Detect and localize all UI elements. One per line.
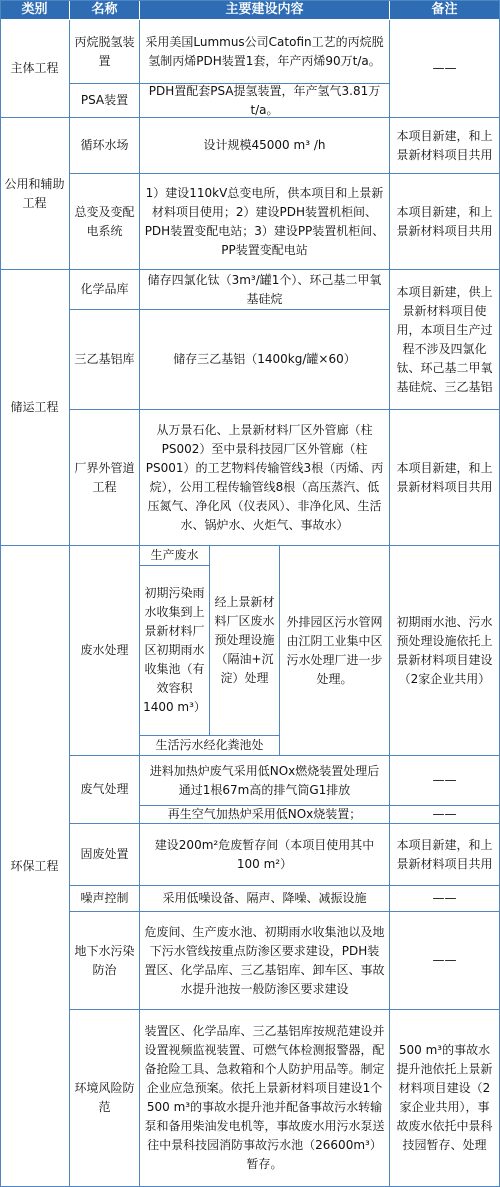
content-pipeline: 从万景石化、上景新材料厂区外管廊（柱PS002）至中景科技园厂区外管廊（柱PS001）的工艺物料传输管线3根（丙烯、丙烷），公用工程传输管线8根（高压蒸汽、低压氮气、净化风（仪表风）、非净化风、生活水、锅炉水、火炬气、事故水） [140, 410, 390, 546]
name-teal: 三乙基铝库 [70, 310, 140, 410]
content-regen-heater: 再生空气加热炉采用低NOx烧装置； [140, 806, 390, 824]
name-risk: 环境风险防范 [70, 1010, 140, 1187]
content-psa: PDH置配套PSA提氢装置，年产氢气3.81万t/a。 [140, 84, 390, 118]
note-main: —— [390, 20, 500, 118]
content-waste-gas: 进料加热炉废气采用低NOx燃烧装置处理后通过1根67m高的排气筒G1排放 [140, 756, 390, 806]
ww-production: 生产废水 [140, 546, 210, 566]
content-solid-waste: 建设200m²危废暂存间（本项目使用其中100 m²） [140, 824, 390, 886]
note-groundwater: —— [390, 912, 500, 1010]
note-regen-heater: —— [390, 806, 500, 824]
note-solid-waste: 本项目新建，和上景新材料项目共用 [390, 824, 500, 886]
header-category: 类别 [0, 0, 70, 20]
name-waste-gas: 废气处理 [70, 756, 140, 824]
note-noise: —— [390, 886, 500, 912]
content-groundwater: 危废间、生产废水池、初期雨水收集池以及地下污水管线按重点防渗区要求建设，PDH装置区、化学品库、三乙基铝库、卸车区、事故水提升池按一般防渗区要求建设 [140, 912, 390, 1010]
note-storage: 本项目新建，供上景新材料项目使用，本项目生产过程不涉及四氯化钛、环己基二甲氧基硅烷、三乙基铝 [390, 270, 500, 410]
name-groundwater: 地下水污染防治 [70, 912, 140, 1010]
ww-pretreatment: 经上景新材料厂区废水预处理设施（隔油+沉淀）处理 [210, 546, 280, 736]
name-solid-waste: 固废处置 [70, 824, 140, 886]
content-teal: 储存三乙基铝（1400kg/罐×60） [140, 310, 390, 410]
content-risk: 装置区、化学品库、三乙基铝库按规范建设并设置视频监视装置、可燃气体检测报警器，配备抢险工具、急救箱和个人防护用品等。制定企业应急预案。依托上景新材料项目建设1个500 m³的事故水提升池并配备事故污水转输泵和备用柴油发电机等，事故废水用污水泵送往中景科技园消防事故污水池（26600m³）暂存。 [140, 1010, 390, 1187]
note-pipeline: 本项目新建，和上景新材料项目共用 [390, 410, 500, 546]
content-noise: 采用低噪设备、隔声、降噪、减振设施 [140, 886, 390, 912]
note-cooling: 本项目新建，和上景新材料项目共用 [390, 118, 500, 174]
name-pdh: 丙烷脱氢装置 [70, 20, 140, 84]
note-waste-gas: —— [390, 756, 500, 806]
category-storage: 储运工程 [0, 270, 70, 546]
name-chem-warehouse: 化学品库 [70, 270, 140, 310]
header-name: 名称 [70, 0, 140, 20]
category-utility: 公用和辅助工程 [0, 118, 70, 270]
name-wastewater: 废水处理 [70, 546, 140, 756]
name-psa: PSA装置 [70, 84, 140, 118]
content-chem-warehouse: 储存四氯化钛（3m³/罐1个）、环己基二甲氧基硅烷 [140, 270, 390, 310]
ww-discharge: 外排园区污水管网由江阴工业集中区污水处理厂进一步处理。 [280, 546, 390, 756]
content-pdh: 采用美国Lummus公司Catofin工艺的丙烷脱氢制丙烯PDH装置1套，年产丙烯90万t/a。 [140, 20, 390, 84]
name-noise: 噪声控制 [70, 886, 140, 912]
category-environment: 环保工程 [0, 546, 70, 1187]
name-substation: 总变及变配电系统 [70, 174, 140, 270]
ww-domestic: 生活污水经化粪池处 [140, 736, 280, 756]
note-substation: 本项目新建，和上景新材料项目共用 [390, 174, 500, 270]
ww-initial-rain: 初期污染雨水收集到上景新材料厂区初期雨水收集池（有效容积1400 m³） [140, 566, 210, 736]
content-substation: 1）建设110kV总变电所，供本项目和上景新材料项目使用；2）建设PDH装置机柜间、PDH装置变配电站；3）建设PP装置机柜间、PP装置变配电站 [140, 174, 390, 270]
note-wastewater: 初期雨水池、污水预处理设施依托上景新材料项目建设（2家企业共用） [390, 546, 500, 756]
header-content: 主要建设内容 [140, 0, 390, 20]
name-cooling: 循环水场 [70, 118, 140, 174]
note-risk: 500 m³的事故水提升池依托上景新材料项目建设（2家企业共用），事故废水依托中景科技园暂存、处理 [390, 1010, 500, 1187]
header-note: 备注 [390, 0, 500, 20]
name-pipeline: 厂界外管道工程 [70, 410, 140, 546]
content-cooling: 设计规模45000 m³ /h [140, 118, 390, 174]
category-main: 主体工程 [0, 20, 70, 118]
